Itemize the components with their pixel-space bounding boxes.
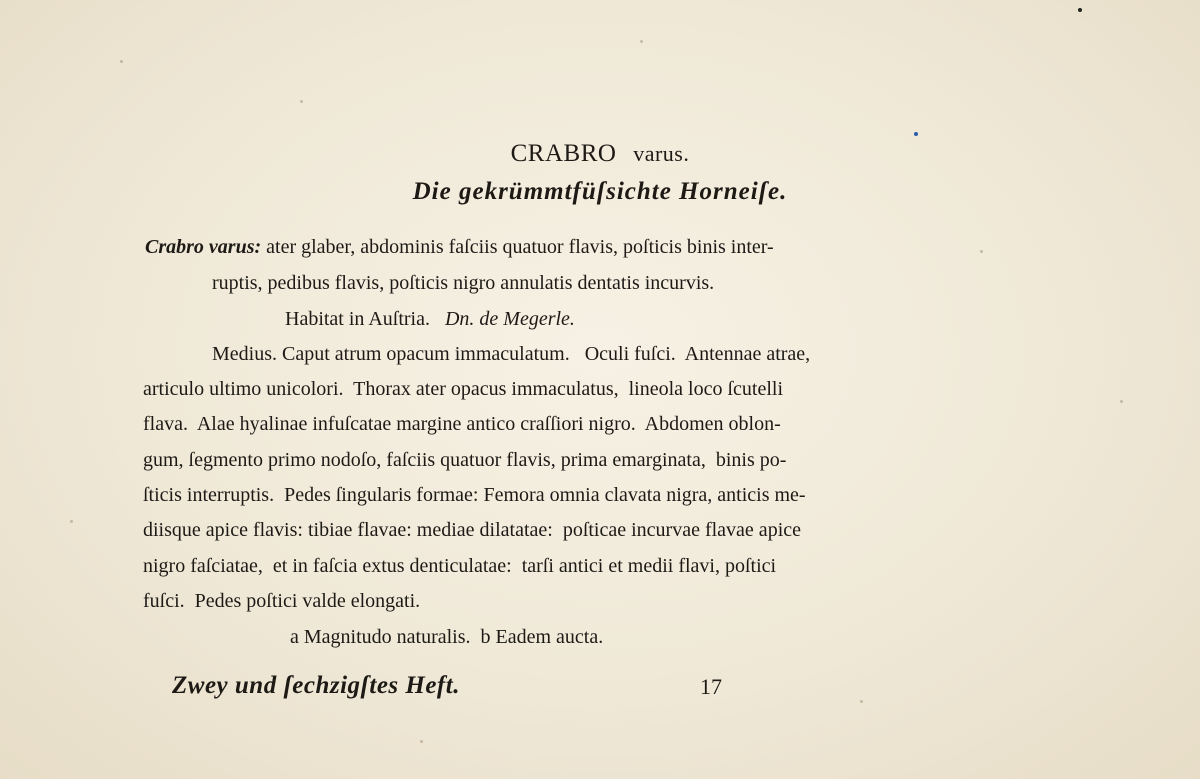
description-line: articulo ultimo unicolori. Thorax ater opacus immaculatus, lineola loco ſcutelli <box>143 378 784 400</box>
paper-speck <box>300 100 303 103</box>
description-line: nigro faſciatae, et in faſcia extus denticulatae: tarſi antici et medii flavi, poſtici <box>143 555 777 577</box>
ink-speck <box>1078 8 1082 12</box>
page-title <box>0 138 1200 168</box>
paper-speck <box>860 700 863 703</box>
description-line: gum, ſegmento primo nodoſo, faſciis quatuor flavis, prima emarginata, binis po- <box>143 449 787 471</box>
description-line: Medius. Caput atrum opacum immaculatum. Oculi fuſci. Antennae atrae, <box>212 343 811 365</box>
page-number: 17 <box>700 674 722 699</box>
figure-caption: a Magnitudo naturalis. b Eadem aucta. <box>290 626 604 648</box>
signature-mark: Zwey und ſechzigſtes Heft. <box>172 672 460 699</box>
habitat-authority: Dn. de Megerle. <box>444 308 575 330</box>
species-name: varus. <box>633 141 690 166</box>
diagnosis-lead: Crabro varus: <box>145 236 262 258</box>
common-name: Die gekrümmtfüſsichte Horneiſe. <box>412 178 788 205</box>
paper-speck <box>1120 400 1123 403</box>
paper-speck <box>420 740 423 743</box>
description-line: ſticis interruptis. Pedes ſingularis formae: Femora omnia clavata nigra, anticis me- <box>143 484 806 506</box>
paper-speck <box>120 60 123 63</box>
description-line: fuſci. Pedes poſtici valde elongati. <box>143 590 421 612</box>
description-line: flava. Alae hyalinae infuſcatae margine antico craſſiori nigro. Abdomen oblon- <box>143 413 781 435</box>
description-line: diisque apice flavis: tibiae flavae: mediae dilatatae: poſticae incurvae flavae apice <box>143 519 801 541</box>
habitat-line <box>285 308 575 331</box>
diagnosis-text-1: ater glaber, abdominis faſciis quatuor flavis, poſticis binis inter- <box>266 236 774 258</box>
ink-speck <box>914 132 918 136</box>
habitat-text: Habitat in Auſtria. <box>285 308 430 330</box>
paper-speck <box>640 40 643 43</box>
paper-speck <box>70 520 73 523</box>
diagnosis-line-1 <box>145 236 774 259</box>
diagnosis-line-2: ruptis, pedibus flavis, poſticis nigro annulatis dentatis incurvis. <box>212 272 715 294</box>
paper-speck <box>980 250 983 253</box>
genus-name: CRABRO <box>510 140 617 167</box>
